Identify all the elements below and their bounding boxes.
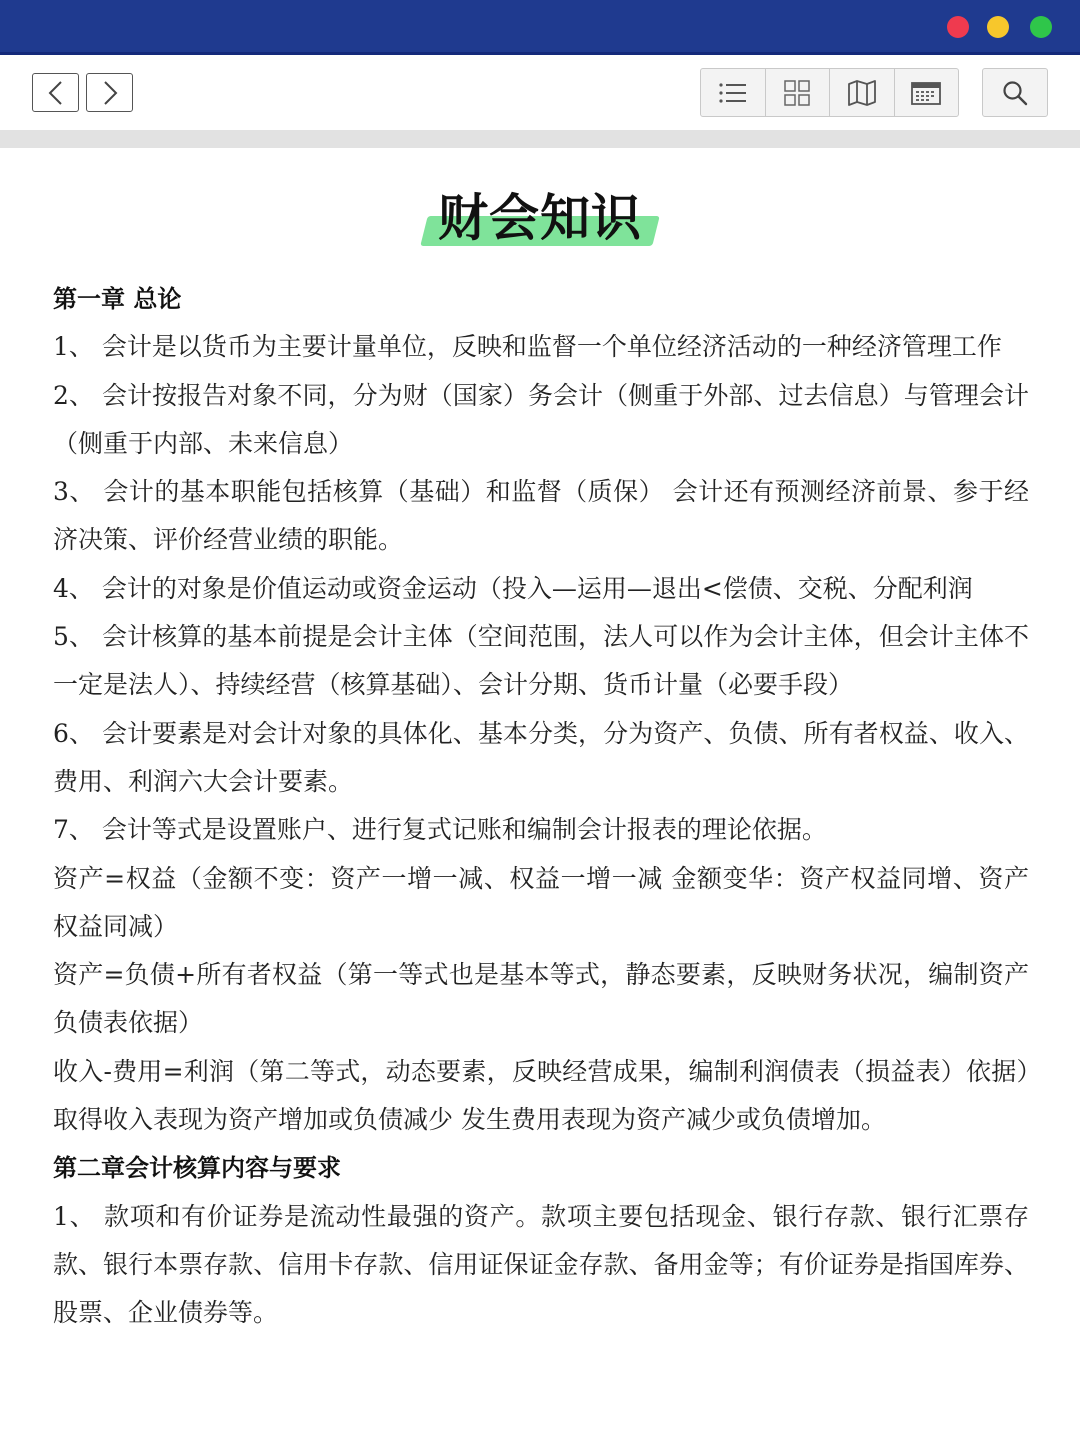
map-view-button[interactable] [830, 69, 895, 116]
paragraph: 1、 款项和有价证券是流动性最强的资产。款项主要包括现金、银行存款、银行汇票存款、银行本票存款、信用卡存款、信用证保证金存款、备用金等；有价证券是指国库券、股票、企业债券等。 [53, 1201, 1029, 1328]
paragraph: 资产=权益（金额不变：资产一增一减、权益一增一减 金额变华：资产权益同增、资产权益同减） [53, 863, 1029, 941]
calendar-view-button[interactable] [895, 69, 959, 116]
back-button[interactable] [32, 73, 79, 112]
chevron-right-icon [101, 80, 119, 106]
paragraph: 3、 会计的基本职能包括核算（基础）和监督（质保） 会计还有预测经济前景、参于经济决策、评价经营业绩的职能。 [53, 477, 1029, 555]
section-heading: 第一章 总论 [53, 285, 182, 313]
paragraph: 1、 会计是以货币为主要计量单位，反映和监督一个单位经济活动的一种经济管理工作 [53, 332, 1002, 362]
paragraph: 7、 会计等式是设置账户、进行复式记账和编制会计报表的理论依据。 [53, 815, 827, 845]
list-icon [718, 81, 748, 105]
view-mode-group [700, 68, 959, 117]
paragraph: 收入-费用=利润（第二等式，动态要素，反映经营成果，编制利润债表（损益表）依据）取得收入表现为资产增加或负债减少 发生费用表现为资产减少或负债增加。 [53, 1056, 1029, 1135]
paragraph: 资产=负债+所有者权益（第一等式也是基本等式，静态要素，反映财务状况，编制资产负债表依据） [53, 960, 1029, 1038]
document-header [0, 178, 1080, 250]
paragraph: 4、 会计的对象是价值运动或资金运动（投入—运用—退出<偿债、交税、分配利润 [53, 573, 973, 603]
grid-view-button[interactable] [766, 69, 831, 116]
search-icon [1002, 80, 1028, 106]
maximize-window-button[interactable] [1030, 16, 1052, 38]
toolbar-divider [0, 130, 1080, 148]
paragraph: 2、 会计按报告对象不同，分为财（国家）务会计（侧重于外部、过去信息）与管理会计（侧重于内部、未来信息） [53, 380, 1029, 458]
close-window-button[interactable] [947, 16, 969, 38]
document-body [53, 275, 1029, 1338]
window-titlebar [0, 0, 1080, 55]
list-view-button[interactable] [701, 69, 766, 116]
paragraph: 6、 会计要素是对会计对象的具体化、基本分类，分为资产、负债、所有者权益、收入、费用、利润六大会计要素。 [53, 718, 1029, 796]
document-title: 财会知识 [424, 178, 656, 250]
calendar-icon [911, 80, 941, 106]
paragraph: 5、 会计核算的基本前提是会计主体（空间范围，法人可以作为会计主体，但会计主体不一定是法人）、持续经营（核算基础）、会计分期、货币计量（必要手段） [53, 622, 1029, 700]
chevron-left-icon [47, 80, 65, 106]
forward-button[interactable] [86, 73, 133, 112]
section-heading: 第二章会计核算内容与要求 [53, 1154, 341, 1183]
map-icon [847, 80, 877, 106]
minimize-window-button[interactable] [987, 16, 1009, 38]
search-button[interactable] [982, 68, 1048, 117]
grid-icon [784, 80, 810, 106]
toolbar [0, 58, 1080, 130]
